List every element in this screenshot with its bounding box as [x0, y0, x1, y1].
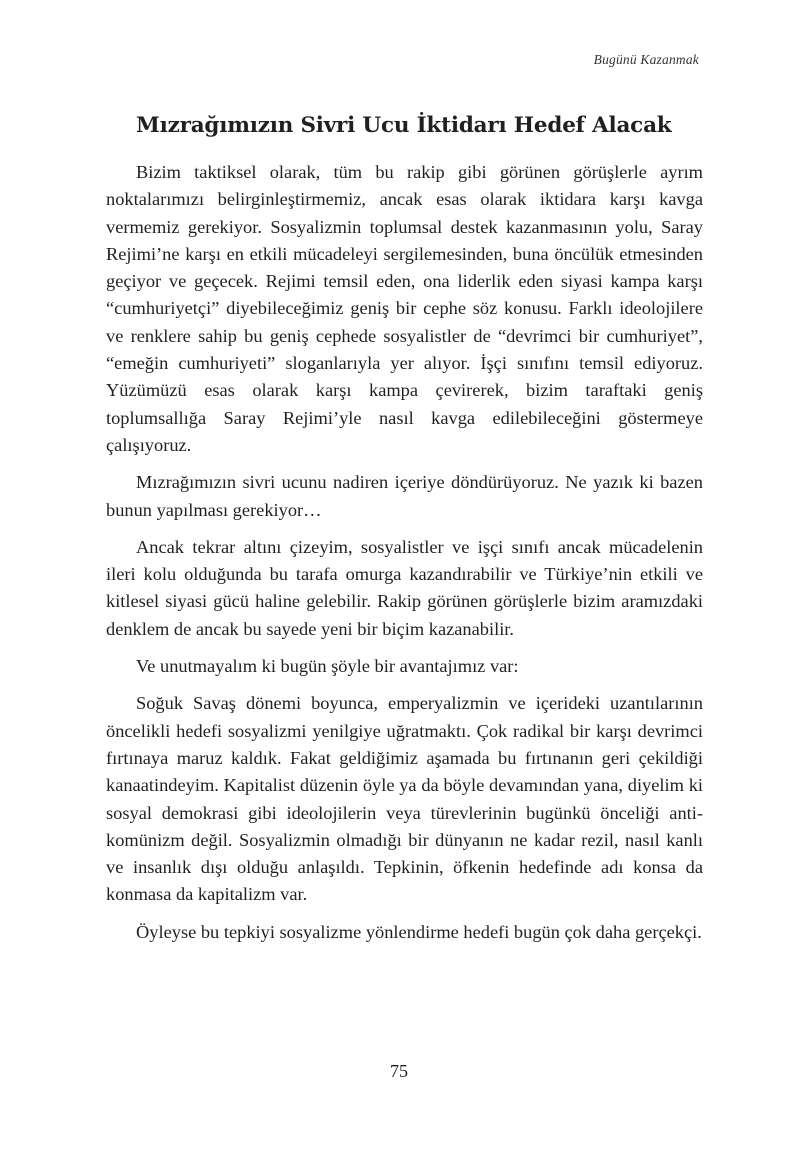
- paragraph: Soğuk Savaş dönemi boyunca, emperyalizmin ve içerideki uzantılarının öncelikli hedefi sosyalizmi yenilgiye uğratmaktı. Çok radikal bir karşı devrimci fırtınaya maruz kaldık. Fakat geldiğimiz aşamada bu fırtınanın geri çekildiği kanaatindeyim. Kapitalist düzenin öyle ya da böyle devamından yana, diyelim ki sosyal demokrasi gibi ideolojilerin veya türevlerinin bugünkü önceliği anti-komünizm değil. Sosyalizmin olmadığı bir dünyanın ne kadar rezil, nasıl kanlı ve insanlık dışı olduğu anlaşıldı. Tepkinin, öfkenin hedefinde adı konsa da konmasa da kapitalizm var.: [106, 693, 703, 905]
- paragraph: Ancak tekrar altını çizeyim, sosyalistler ve işçi sınıfı ancak mücadelenin ileri kolu olduğunda bu tarafa omurga kazandırabilir ve Türkiye’nin etkili ve kitlesel siyasi gücü haline gelebilir. Rakip görünen görüşlerle bizim aramızdaki denklem de ancak bu sayede yeni bir biçim kazanabilir.: [106, 536, 703, 639]
- running-header: Bugünü Kazanmak: [593, 52, 699, 67]
- section-heading: Mızrağımızın Sivri Ucu İktidarı Hedef Alacak: [136, 113, 672, 138]
- body-text: [106, 159, 703, 956]
- page-number: 75: [390, 1061, 408, 1081]
- paragraph: Bizim taktiksel olarak, tüm bu rakip gibi görünen görüşlerle ayrım noktalarımızı belirginleştirmemiz, ancak esas olarak iktidara karşı kavga vermemiz gerekiyor. Sosyalizmin toplumsal destek kazanmasının yolu, Saray Rejimi’ne karşı en etkili mücadeleyi sergilemesinden, buna öncülük etmesinden geçiyor ve geçecek. Rejimi temsil eden, ona liderlik eden siyasi kampa karşı “cumhuriyetçi” diyebileceğimiz geniş bir cephe söz konusu. Farklı ideolojilere ve renklere sahip bu geniş cephede sosyalistler de “devrimci bir cumhuriyet”, “emeğin cumhuriyeti” sloganlarıyla yer alıyor. İşçi sınıfını temsil ediyoruz. Yüzümüzü esas olarak karşı kampa çevirerek, bizim taraftaki geniş toplumsallığa Saray Rejimi’yle nasıl kavga edilebileceğini göstermeye çalışıyoruz.: [106, 162, 703, 455]
- paragraph: Öyleyse bu tepkiyi sosyalizme yönlendirme hedefi bugün çok daha gerçekçi.: [136, 921, 702, 942]
- paragraph: Ve unutmayalım ki bugün şöyle bir avantajımız var:: [136, 656, 519, 677]
- paragraph: Mızrağımızın sivri ucunu nadiren içeriye döndürüyoruz. Ne yazık ki bazen bunun yapılması gerekiyor…: [106, 472, 703, 520]
